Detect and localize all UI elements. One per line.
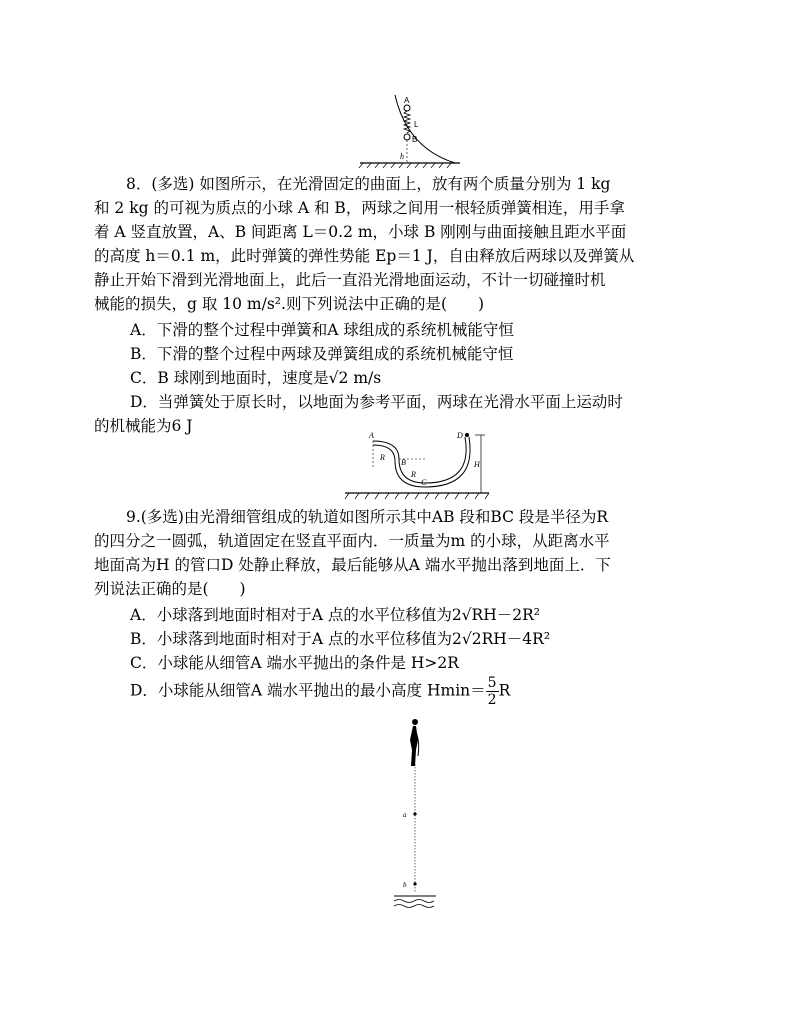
q9-line-1: 9.(多选)由光滑细管组成的轨道如图所示其中AB 段和BC 段是半径为R [126,508,609,526]
q8-figure [355,93,465,171]
q8-option-c[interactable]: C．B 球刚到地面时，速度是√2 m/s [130,369,382,387]
q9-option-d-suffix: R [498,681,511,700]
q9-line-3: 地面高为H 的管口D 处静止释放，最后能够从A 端水平抛出落到地面上．下 [94,556,611,574]
label-h: h [400,152,404,161]
q8-line-6: 械能的损失，g 取 10 m/s².则下列说法中正确的是( ) [94,295,485,313]
label-a: A [404,96,410,105]
q8-line-5: 静止开始下滑到光滑地面上，此后一直沿光滑地面运动，不计一切碰撞时机 [94,271,606,289]
q9-option-b[interactable]: B．小球落到地面时相对于A 点的水平位移值为2√2RH－4R² [130,630,551,648]
label-l: L [414,120,419,129]
q9-option-d[interactable] [130,675,510,708]
label-d: D [457,431,463,440]
label-c: C [421,478,427,487]
q9-figure [343,425,493,503]
label-h: H [474,460,480,469]
label-b: B [401,458,406,467]
q9-option-c[interactable]: C．小球能从细管A 端水平抛出的条件是 H>2R [130,654,459,672]
label-b: B [412,135,418,144]
label-a: A [369,431,374,440]
q8-line-1: 8．(多选) 如图所示，在光滑固定的曲面上，放有两个质量分别为 1 kg [126,175,611,193]
q9-option-d-prefix: D．小球能从细管A 端水平抛出的最小高度 Hmin＝ [130,681,486,700]
fraction [486,675,499,708]
q8-line-2: 和 2 kg 的可视为质点的小球 A 和 B，两球之间用一根轻质弹簧相连，用手拿 [94,199,625,217]
q8-option-d[interactable]: D．当弹簧处于原长时，以地面为参考平面，两球在光滑水平面上运动时 [130,393,623,411]
fraction-denominator: 2 [487,692,497,708]
q9-option-a[interactable]: A．小球落到地面时相对于A 点的水平位移值为2√RH－2R² [130,606,540,624]
q8-option-d-cont: 的机械能为6 J [94,417,193,435]
fraction-numerator: 5 [487,675,497,691]
q8-line-4: 的高度 h＝0.1 m，此时弹簧的弹性势能 Ep＝1 J，自由释放后两球以及弹簧从 [94,247,635,265]
label-r2: R [411,470,416,479]
q8-line-3: 着 A 竖直放置，A、B 间距离 L＝0.2 m，小球 B 刚刚与曲面接触且距水平面 [94,223,627,241]
q9-line-4: 列说法正确的是( ) [94,580,246,598]
q9-line-2: 的四分之一圆弧，轨道固定在竖直平面内．一质量为m 的小球，从距离水平 [94,532,610,550]
label-a: a [403,811,407,819]
label-r1: R [380,453,385,462]
q8-option-b[interactable]: B．下滑的整个过程中两球及弹簧组成的系统机械能守恒 [130,345,514,363]
label-b: b [403,881,407,889]
rope-figure [380,712,440,912]
q8-option-a[interactable]: A．下滑的整个过程中弹簧和A 球组成的系统机械能守恒 [130,321,514,339]
